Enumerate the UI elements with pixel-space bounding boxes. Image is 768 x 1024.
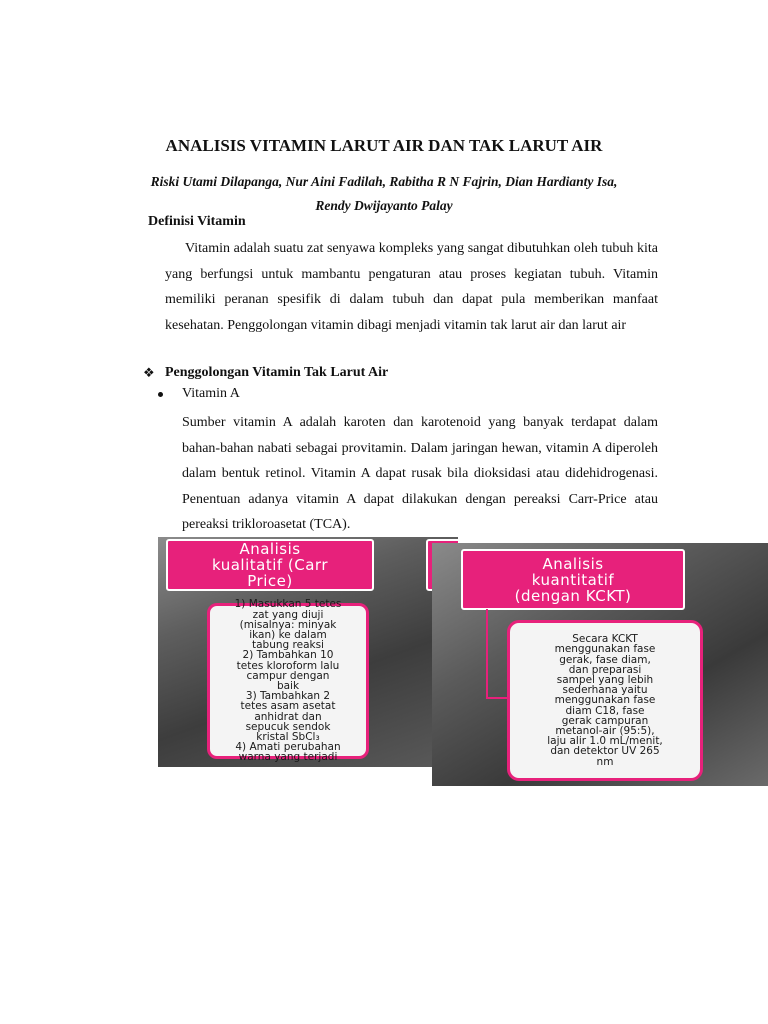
step-line: 4) Amati perubahan: [235, 741, 341, 754]
step-line: anhidrat dan: [254, 710, 322, 723]
kuantitatif-heading-line: Analisis: [542, 554, 604, 573]
author-line-2: Rendy Dwijayanto Palay: [315, 198, 453, 213]
kuantitatif-heading-box: [461, 549, 685, 610]
kuantitatif-heading-line: kuantitatif: [531, 570, 615, 589]
step-line: campur dengan: [246, 669, 330, 682]
step-line: warna yang terjadi: [238, 751, 338, 764]
author-list: [140, 170, 628, 218]
kualitatif-heading-line: Analisis: [239, 540, 301, 558]
body-line: menggunakan fase: [554, 643, 656, 656]
kuantitatif-heading-line: (dengan KCKT): [514, 586, 632, 605]
step-line: zat yang diuji: [252, 608, 324, 621]
kualitatif-steps-box: [207, 598, 369, 764]
list-item-vitamin-a: [158, 386, 240, 402]
body-line: gerak campuran: [561, 714, 649, 727]
kualitatif-heading-line: kualitatif (Carr: [211, 556, 329, 574]
step-line: ikan) ke dalam: [249, 628, 327, 641]
body-line: diam C18, fase: [565, 704, 645, 717]
step-line: tabung reaksi: [252, 639, 324, 652]
penggolongan-heading-text: Penggolongan Vitamin Tak Larut Air: [165, 365, 389, 380]
body-line: laju alir 1.0 mL/menit,: [547, 735, 663, 748]
kualitatif-heading-line: Price): [247, 572, 293, 590]
section-heading-definisi: Definisi Vitamin: [148, 214, 246, 229]
vitamin-a-label: Vitamin A: [182, 386, 240, 401]
body-line: menggunakan fase: [554, 694, 656, 707]
section-heading-penggolongan: [143, 365, 388, 381]
body-line: Secara KCKT: [572, 633, 638, 646]
slide-image-kuantitatif: [432, 543, 768, 786]
slide-image-kualitatif: [158, 537, 458, 767]
body-line: sampel yang lebih: [556, 673, 654, 686]
author-line-1: Riski Utami Dilapanga, Nur Aini Fadilah, Rabitha R N Fajrin, Dian Hardianty Isa,: [150, 174, 618, 189]
document-title: ANALISIS VITAMIN LARUT AIR DAN TAK LARUT AIR: [165, 136, 603, 155]
step-line: baik: [276, 680, 300, 692]
vitamin-a-paragraph: Sumber vitamin A adalah karoten dan karotenoid yang banyak terdapat dalam bahan-bahan nabati sebagai provitamin. Dalam jaringan hewan, vitamin A diperoleh dalam bentuk retinol. Vitamin A dapat rusak bila dioksidasi atau didehidrogenasi. Penentuan adanya vitamin A dapat dilakukan dengan pereaksi Carr-Price atau pereaksi trikloroasetat (TCA).: [182, 415, 658, 533]
step-line: 1) Masukkan 5 tetes: [234, 598, 342, 611]
body-line: metanol-air (95:5),: [555, 725, 655, 737]
step-line: kristal SbCl₃: [256, 731, 320, 744]
body-line: dan preparasi: [568, 663, 642, 676]
bullet-dot-icon: [158, 392, 163, 397]
step-line: tetes kloroform lalu: [236, 659, 340, 672]
step-line: 3) Tambahkan 2: [245, 690, 331, 703]
body-line: sederhana yaitu: [562, 684, 648, 697]
body-line: nm: [596, 755, 614, 768]
step-line: 2) Tambahkan 10: [242, 649, 334, 662]
step-line: tetes asam asetat: [240, 700, 336, 713]
body-line: dan detektor UV 265: [550, 745, 660, 758]
step-line: (misalnya: minyak: [239, 618, 337, 631]
definisi-paragraph: Vitamin adalah suatu zat senyawa kompleks yang sangat dibutuhkan oleh tubuh kita yang berfungsi untuk mambantu pengaturan atau proses kegiatan tubuh. Vitamin memiliki peranan spesifik di dalam tubuh dan dapat pula memberikan manfaat kesehatan. Penggolongan vitamin dibagi menjadi vitamin tak larut air dan larut air: [165, 241, 658, 333]
kualitatif-heading-box: [166, 539, 374, 591]
step-line: sepucuk sendok: [245, 720, 331, 733]
diamond-bullet-icon: ❖: [143, 365, 155, 380]
body-line: gerak, fase diam,: [559, 653, 651, 666]
kuantitatif-body-box: [507, 620, 703, 781]
